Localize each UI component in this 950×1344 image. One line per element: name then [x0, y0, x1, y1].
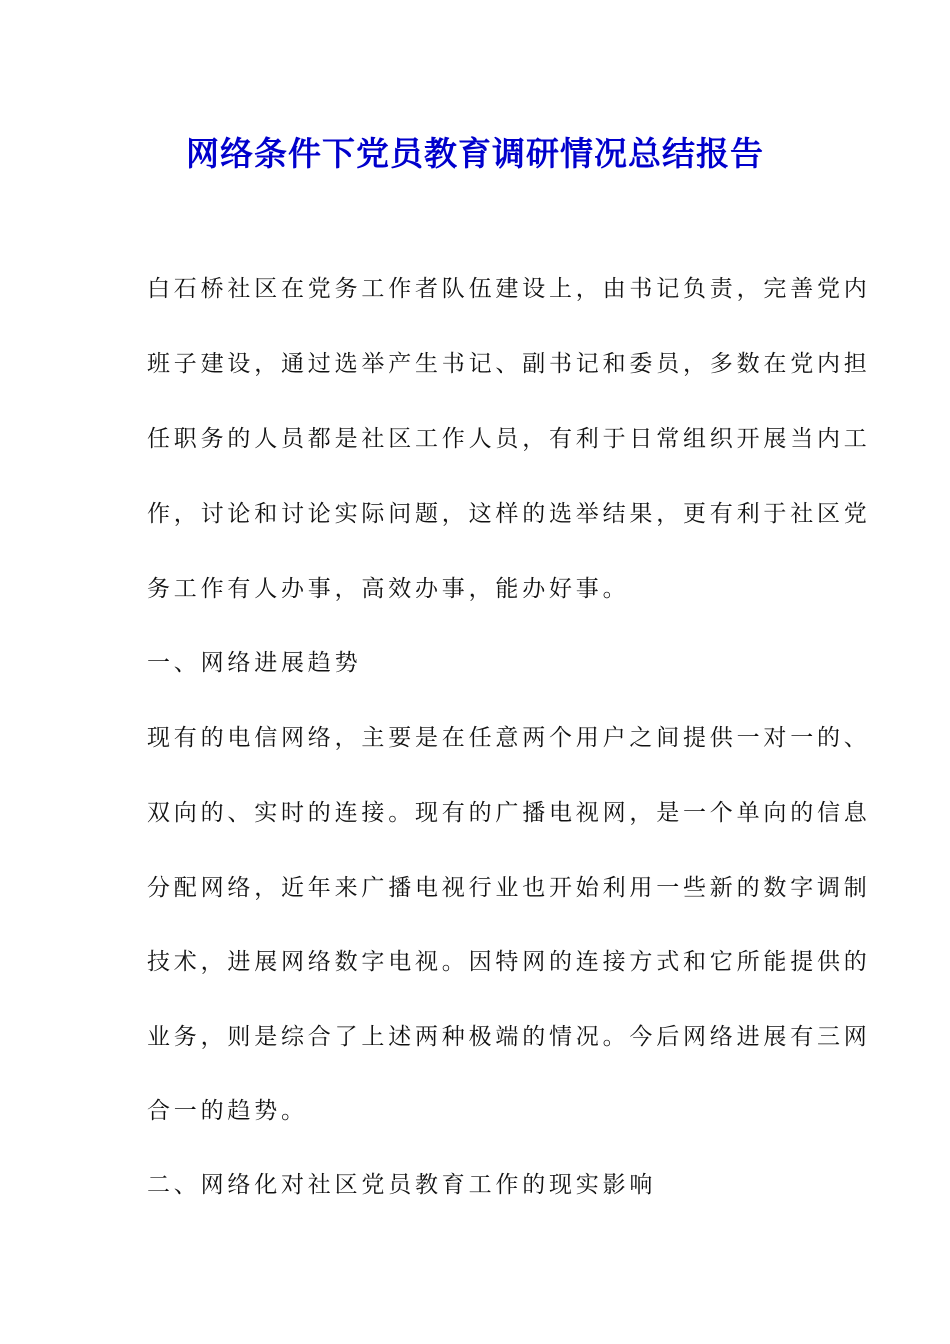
paragraph-1-line-3: 任职务的人员都是社区工作人员，有利于日常组织开展当内工: [147, 426, 871, 452]
paragraph-2-line-6: 合一的趋势。: [147, 1098, 308, 1124]
paragraph-1-line-2: 班子建设，通过选举产生书记、副书记和委员，多数在党内担: [147, 351, 871, 377]
document-title: 网络条件下党员教育调研情况总结报告: [186, 134, 764, 173]
section-heading-1: 一、网络进展趋势: [147, 650, 362, 676]
paragraph-2-line-4: 技术，进展网络数字电视。因特网的连接方式和它所能提供的: [147, 949, 871, 975]
paragraph-2-line-3: 分配网络，近年来广播电视行业也开始利用一些新的数字调制: [147, 875, 871, 901]
paragraph-2-line-1: 现有的电信网络，主要是在任意两个用户之间提供一对一的、: [147, 725, 871, 751]
paragraph-2-line-2: 双向的、实时的连接。现有的广播电视网，是一个单向的信息: [147, 800, 871, 826]
paragraph-1-line-1: 白石桥社区在党务工作者队伍建设上，由书记负责，完善党内: [147, 276, 871, 302]
paragraph-1-line-4: 作，讨论和讨论实际问题，这样的选举结果，更有利于社区党: [147, 501, 871, 527]
section-heading-2: 二、网络化对社区党员教育工作的现实影响: [147, 1172, 657, 1198]
paragraph-2-line-5: 业务，则是综合了上述两种极端的情况。今后网络进展有三网: [147, 1024, 871, 1050]
paragraph-1-line-5: 务工作有人办事，高效办事，能办好事。: [147, 576, 630, 602]
